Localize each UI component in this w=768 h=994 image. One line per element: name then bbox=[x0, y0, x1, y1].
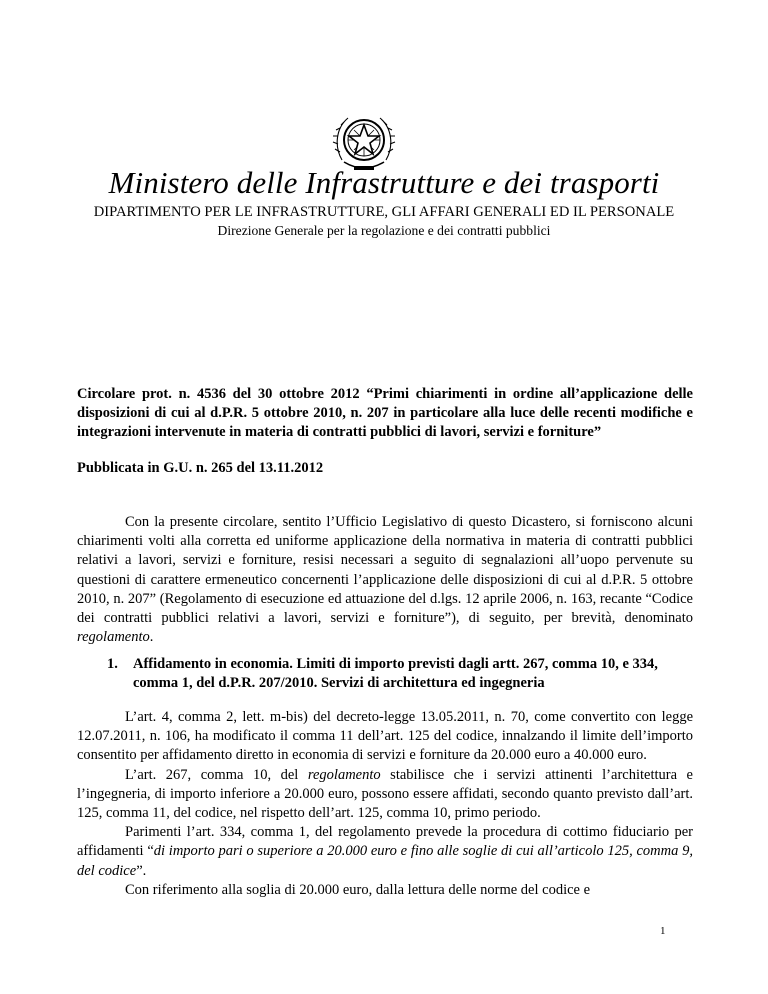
paragraph-text: L’art. 267, comma 10, del bbox=[125, 766, 308, 783]
paragraph-text: stabilisce che i servizi attinenti l’architettura e l’ingegneria, di importo inferiore a 20.000 euro, possono essere affidati, secondo quanto previsto dall’art. 125, comma 11, del codice, nel rispetto dell’art. 125, comma 10, primo periodo. bbox=[77, 766, 693, 822]
publication-reference: Pubblicata in G.U. n. 265 del 13.11.2012 bbox=[77, 460, 324, 476]
circular-title: Circolare prot. n. 4536 del 30 ottobre 2012 “Primi chiarimenti in ordine all’applicazione delle disposizioni di cui al d.P.R. 5 ottobre 2010, n. 207 in particolare alla luce delle recenti modifiche e integrazioni intervenute in materia di contratti pubblici di lavori, servizi e forniture” bbox=[77, 386, 693, 441]
paragraph: L’art. 4, comma 2, lett. m-bis) del decreto-legge 13.05.2011, n. 70, come convertito con legge 12.07.2011, n. 106, ha modificato il comma 11 dell’art. 125 del codice, innalzando il limite dell’importo consentito per affidamento diretto in economia di servizi e forniture da 20.000 euro a 40.000 euro. bbox=[77, 709, 693, 764]
page-number: 1 bbox=[660, 925, 666, 937]
intro-text: Con la presente circolare, sentito l’Ufficio Legislativo di questo Dicastero, si forniscono alcuni chiarimenti volti alla corretta ed uniforme applicazione della normativa in materia di contratti pubblici relativi a lavori, servizi e forniture, resisi necessari a seguito di segnalazioni all’uopo pervenute su questioni di carattere ermeneutico concernenti l’applicazione delle disposizioni di cui al d.P.R. 5 ottobre 2010, n. 207” (Regolamento di esecuzione ed attuazione del d.lgs. 12 aprile 2006, n. 163, recante “Codice dei contratti pubblici relativi a lavori, servizi e forniture”), di seguito, per brevità, denominato bbox=[77, 514, 693, 627]
paragraph-text: ”. bbox=[136, 862, 147, 879]
intro-term: regolamento bbox=[77, 629, 150, 646]
section-number: 1. bbox=[107, 656, 118, 672]
paragraph-text: Parimenti l’art. 334, comma 1, del regolamento prevede la procedura di cottimo fiduciario per affidamenti “ bbox=[77, 824, 693, 860]
intro-end: . bbox=[149, 629, 154, 646]
paragraph-quote: di importo pari o superiore a 20.000 euro e fino alle soglie di cui all’articolo 125, comma 9, del codice bbox=[77, 843, 693, 879]
paragraph: Con riferimento alla soglia di 20.000 euro, dalla lettura delle norme del codice e bbox=[125, 881, 591, 898]
section-body bbox=[77, 708, 693, 900]
department-name: DIPARTIMENTO PER LE INFRASTRUTTURE, GLI AFFARI GENERALI ED IL PERSONALE bbox=[93, 204, 675, 220]
paragraph bbox=[77, 766, 693, 824]
paragraph-term: regolamento bbox=[307, 766, 381, 783]
directorate-name: Direzione Generale per la regolazione e dei contratti pubblici bbox=[217, 223, 551, 238]
ministry-title: Ministero delle Infrastrutture e dei trasporti bbox=[108, 165, 660, 200]
intro-paragraph bbox=[77, 513, 693, 647]
paragraph bbox=[77, 823, 693, 881]
section-title: Affidamento in economia. Limiti di importo previsti dagli artt. 267, comma 10, e 334, comma 1, del d.P.R. 207/2010. Servizi di architettura ed ingegneria bbox=[133, 656, 658, 692]
section-heading bbox=[107, 655, 693, 693]
